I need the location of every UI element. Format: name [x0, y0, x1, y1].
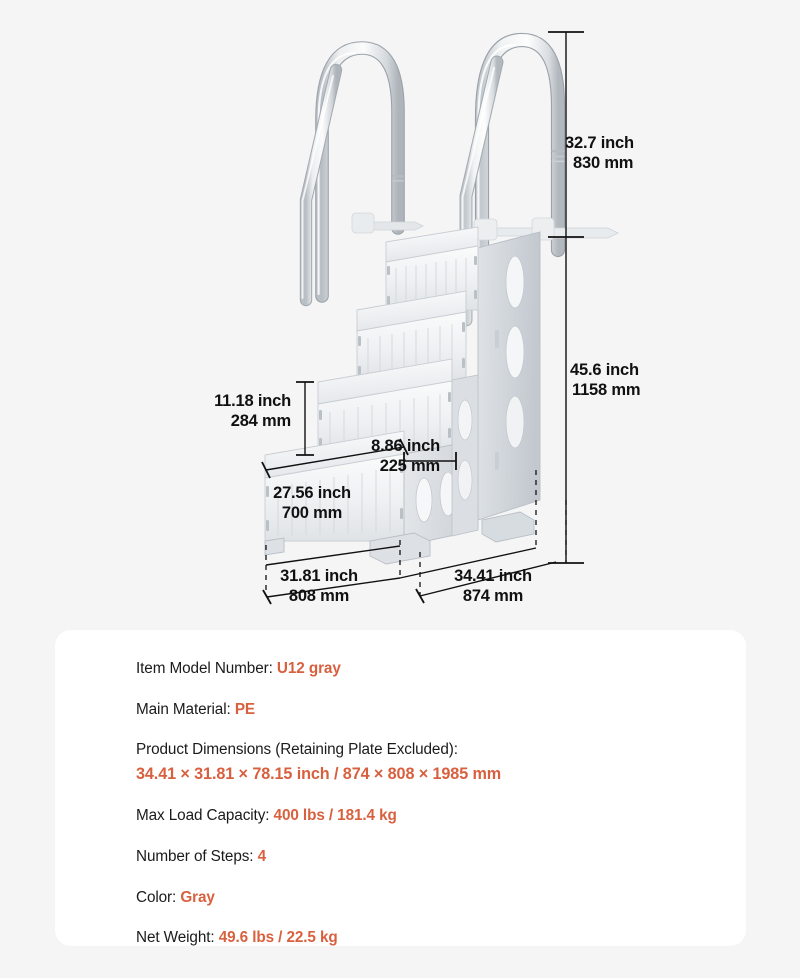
specification-list: [136, 658, 716, 949]
dim-step-width: 27.56 inch 700 mm: [273, 484, 351, 523]
spec-value-net-weight: 49.6 lbs / 22.5 kg: [218, 929, 338, 947]
spec-value-max-load-capacity: 400 lbs / 181.4 kg: [273, 807, 397, 825]
dim-base-depth: 31.81 inch 808 mm: [280, 567, 358, 606]
spec-label-net-weight: Net Weight:: [136, 929, 219, 947]
spec-label-product-dimensions: Product Dimensions (Retaining Plate Excluded):: [136, 741, 458, 759]
spec-value-product-dimensions: 34.41 × 31.81 × 78.15 inch / 874 × 808 × 1985 mm: [136, 765, 502, 784]
dim-step-tread-depth: 8.86 inch 225 mm: [371, 437, 440, 476]
dim-base-width: 34.41 inch 874 mm: [454, 567, 532, 606]
dim-step-rise: 11.18 inch 284 mm: [214, 392, 291, 431]
spec-label-item-model-number: Item Model Number:: [136, 660, 277, 677]
spec-value-main-material: PE: [234, 700, 256, 718]
specification-card: [55, 630, 746, 946]
spec-label-color: Color:: [136, 888, 181, 906]
spec-row-main-material: [136, 699, 716, 721]
dim-overall-step-height: 45.6 inch 1158 mm: [570, 361, 641, 400]
spec-value-number-of-steps: 4: [257, 847, 267, 865]
spec-row-product-dimensions: [136, 739, 716, 786]
spec-row-item-model-number: [136, 658, 716, 680]
spec-row-net-weight: [136, 927, 716, 949]
spec-label-max-load-capacity: Max Load Capacity:: [136, 807, 274, 825]
spec-value-item-model-number: U12 gray: [276, 660, 341, 677]
spec-row-color: [136, 887, 716, 909]
spec-label-main-material: Main Material:: [136, 700, 235, 718]
spec-label-number-of-steps: Number of Steps:: [136, 847, 258, 865]
spec-row-number-of-steps: [136, 846, 716, 868]
spec-value-color: Gray: [180, 888, 215, 906]
dim-handrail-height: 32.7 inch 830 mm: [565, 134, 634, 173]
spec-row-max-load-capacity: [136, 805, 716, 827]
side-panel-rear: [478, 232, 540, 520]
